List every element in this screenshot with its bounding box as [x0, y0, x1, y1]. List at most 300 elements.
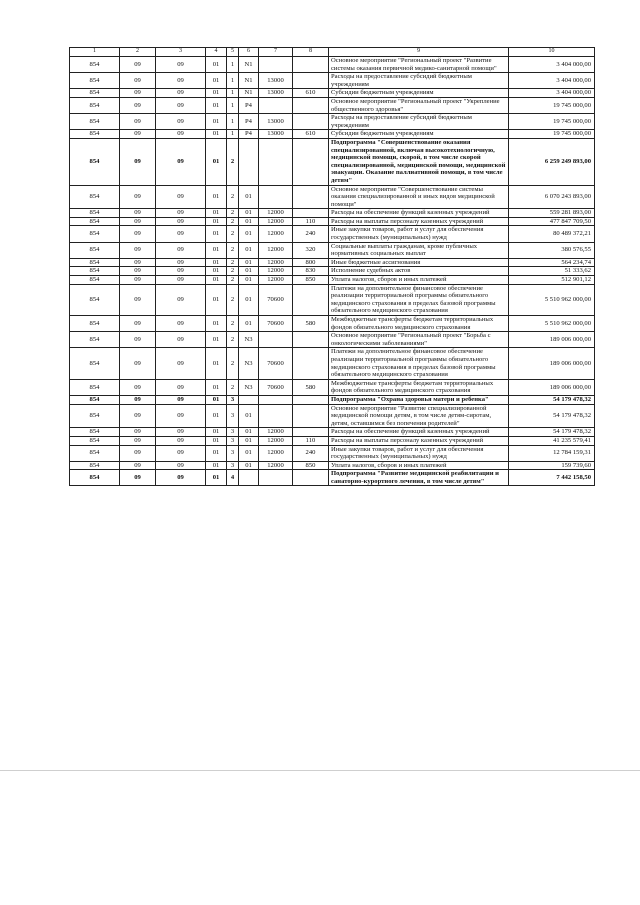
table-row — [70, 348, 595, 379]
code-program-cell: 01 — [206, 73, 227, 89]
code-program-cell: 01 — [206, 57, 227, 73]
code-receiver-cell: 854 — [70, 332, 120, 348]
code-expense-type-cell: 830 — [293, 267, 329, 276]
code-expense-type-cell — [293, 209, 329, 218]
code-direction-cell: 12000 — [259, 461, 293, 470]
item-amount-cell: 189 006 000,00 — [509, 379, 595, 395]
item-amount-cell: 189 006 000,00 — [509, 348, 595, 379]
item-name-cell: Субсидии бюджетным учреждениям — [329, 89, 509, 98]
code-program-cell: 01 — [206, 242, 227, 258]
code-expense-type-cell — [293, 97, 329, 113]
code-direction-cell: 70600 — [259, 379, 293, 395]
table-row — [70, 97, 595, 113]
code-section-cell: 09 — [120, 445, 156, 461]
code-expense-type-cell — [293, 348, 329, 379]
code-subprogram-cell: 2 — [227, 209, 239, 218]
code-subprogram-cell: 4 — [227, 470, 239, 486]
code-section-cell: 09 — [120, 404, 156, 428]
item-name-cell: Основное мероприятие "Региональный проект "Развитие системы оказания первичной медико-санитарной помощи" — [329, 57, 509, 73]
code-expense-type-cell — [293, 428, 329, 437]
code-subprogram-cell: 3 — [227, 461, 239, 470]
code-program-cell: 01 — [206, 130, 227, 139]
code-section-cell: 09 — [120, 461, 156, 470]
table-row — [70, 258, 595, 267]
code-section-cell: 09 — [120, 138, 156, 185]
item-name-cell: Исполнение судебных актов — [329, 267, 509, 276]
code-direction-cell: 13000 — [259, 114, 293, 130]
code-expense-type-cell: 850 — [293, 276, 329, 285]
code-subprogram-cell: 2 — [227, 276, 239, 285]
code-section-cell: 09 — [120, 332, 156, 348]
column-header: 2 — [120, 48, 156, 57]
code-subprogram-cell: 2 — [227, 242, 239, 258]
code-activity-cell: 01 — [239, 217, 259, 226]
code-expense-type-cell — [293, 332, 329, 348]
code-subprogram-cell: 2 — [227, 316, 239, 332]
code-program-cell: 01 — [206, 470, 227, 486]
code-section-cell: 09 — [120, 428, 156, 437]
item-amount-cell: 19 745 000,00 — [509, 114, 595, 130]
table-row — [70, 276, 595, 285]
code-subprogram-cell: 3 — [227, 404, 239, 428]
budget-table — [69, 47, 595, 486]
code-direction-cell: 70600 — [259, 348, 293, 379]
code-section-cell: 09 — [120, 114, 156, 130]
code-section-cell: 09 — [120, 395, 156, 404]
code-subsection-cell: 09 — [156, 267, 206, 276]
code-program-cell: 01 — [206, 97, 227, 113]
item-name-cell: Подпрограмма "Развитие медицинской реабилитации и санаторно-курортного лечения, в том числе детям" — [329, 470, 509, 486]
code-program-cell: 01 — [206, 89, 227, 98]
table-row — [70, 217, 595, 226]
code-subprogram-cell: 1 — [227, 130, 239, 139]
code-expense-type-cell: 240 — [293, 226, 329, 242]
code-activity-cell: N1 — [239, 89, 259, 98]
code-program-cell: 01 — [206, 445, 227, 461]
code-program-cell: 01 — [206, 428, 227, 437]
item-amount-cell: 19 745 000,00 — [509, 130, 595, 139]
code-activity-cell: 01 — [239, 242, 259, 258]
item-name-cell: Расходы на обеспечение функций казенных учреждений — [329, 209, 509, 218]
code-subprogram-cell: 2 — [227, 379, 239, 395]
code-receiver-cell: 854 — [70, 348, 120, 379]
code-subprogram-cell: 2 — [227, 138, 239, 185]
table-row — [70, 395, 595, 404]
code-subprogram-cell: 1 — [227, 73, 239, 89]
item-name-cell: Основное мероприятие "Региональный проект "Укрепление общественного здоровья" — [329, 97, 509, 113]
code-subsection-cell: 09 — [156, 114, 206, 130]
code-expense-type-cell: 110 — [293, 217, 329, 226]
item-name-cell: Подпрограмма "Охрана здоровья матери и ребенка" — [329, 395, 509, 404]
code-activity-cell: P4 — [239, 114, 259, 130]
code-section-cell: 09 — [120, 379, 156, 395]
item-name-cell: Основное мероприятие "Развитие специализированной медицинской помощи детям, в том числе детям-сиротам, детям, оставшимся без попечения родителей" — [329, 404, 509, 428]
code-activity-cell: 01 — [239, 258, 259, 267]
code-receiver-cell: 854 — [70, 209, 120, 218]
code-subprogram-cell: 2 — [227, 348, 239, 379]
code-expense-type-cell — [293, 284, 329, 315]
column-header: 6 — [239, 48, 259, 57]
item-name-cell: Межбюджетные трансферты бюджетам территориальных фондов обязательного медицинского страхования — [329, 379, 509, 395]
table-row — [70, 284, 595, 315]
code-activity-cell: 01 — [239, 404, 259, 428]
code-program-cell: 01 — [206, 226, 227, 242]
code-program-cell: 01 — [206, 348, 227, 379]
item-amount-cell: 564 234,74 — [509, 258, 595, 267]
code-expense-type-cell — [293, 138, 329, 185]
code-subprogram-cell: 3 — [227, 395, 239, 404]
code-program-cell: 01 — [206, 316, 227, 332]
table-row — [70, 242, 595, 258]
item-name-cell: Уплата налогов, сборов и иных платежей — [329, 461, 509, 470]
code-section-cell: 09 — [120, 284, 156, 315]
code-receiver-cell: 854 — [70, 114, 120, 130]
code-expense-type-cell — [293, 73, 329, 89]
item-amount-cell: 512 901,12 — [509, 276, 595, 285]
column-header: 9 — [329, 48, 509, 57]
code-activity-cell: N3 — [239, 348, 259, 379]
code-direction-cell: 70600 — [259, 316, 293, 332]
item-name-cell: Платежи на дополнительное финансовое обеспечение реализации территориальной программы обязательного медицинского страхования в пределах базовой программы обязательного медицинского страхования — [329, 284, 509, 315]
item-name-cell: Расходы на предоставление субсидий бюджетным учреждениям — [329, 114, 509, 130]
code-expense-type-cell — [293, 470, 329, 486]
table-row — [70, 185, 595, 209]
column-header: 3 — [156, 48, 206, 57]
code-program-cell: 01 — [206, 379, 227, 395]
code-activity-cell: 01 — [239, 445, 259, 461]
code-direction-cell: 12000 — [259, 445, 293, 461]
item-name-cell: Субсидии бюджетным учреждениям — [329, 130, 509, 139]
code-receiver-cell: 854 — [70, 267, 120, 276]
code-subprogram-cell: 1 — [227, 89, 239, 98]
code-subsection-cell: 09 — [156, 130, 206, 139]
code-subsection-cell: 09 — [156, 428, 206, 437]
code-activity-cell: P4 — [239, 130, 259, 139]
code-expense-type-cell — [293, 114, 329, 130]
item-amount-cell: 477 847 709,50 — [509, 217, 595, 226]
code-subprogram-cell: 2 — [227, 185, 239, 209]
code-subsection-cell: 09 — [156, 258, 206, 267]
code-subprogram-cell: 2 — [227, 284, 239, 315]
item-amount-cell: 3 404 000,00 — [509, 57, 595, 73]
code-activity-cell: 01 — [239, 436, 259, 445]
code-direction-cell: 12000 — [259, 276, 293, 285]
code-program-cell: 01 — [206, 276, 227, 285]
item-name-cell: Подпрограмма "Совершенствование оказания специализированной, включая высокотехнологичную, медицинской помощи, скорой, в том числе скорой специализированной, медицинской помощи, медицинской эвакуации. Оказание паллиативной помощи, в том числе детям" — [329, 138, 509, 185]
table-row — [70, 57, 595, 73]
table-row — [70, 436, 595, 445]
table-row — [70, 379, 595, 395]
item-name-cell: Иные закупки товаров, работ и услуг для обеспечения государственных (муниципальных) нужд — [329, 445, 509, 461]
code-activity-cell: N1 — [239, 57, 259, 73]
code-program-cell: 01 — [206, 461, 227, 470]
code-subsection-cell: 09 — [156, 332, 206, 348]
code-subsection-cell: 09 — [156, 89, 206, 98]
code-program-cell: 01 — [206, 114, 227, 130]
code-receiver-cell: 854 — [70, 226, 120, 242]
code-receiver-cell: 854 — [70, 436, 120, 445]
code-subprogram-cell: 2 — [227, 267, 239, 276]
code-subprogram-cell: 2 — [227, 258, 239, 267]
table-row — [70, 209, 595, 218]
code-program-cell: 01 — [206, 332, 227, 348]
code-program-cell: 01 — [206, 284, 227, 315]
item-amount-cell: 5 510 962 000,00 — [509, 284, 595, 315]
code-program-cell: 01 — [206, 404, 227, 428]
code-program-cell: 01 — [206, 138, 227, 185]
code-direction-cell — [259, 395, 293, 404]
code-direction-cell: 13000 — [259, 89, 293, 98]
code-expense-type-cell — [293, 185, 329, 209]
code-activity-cell — [239, 395, 259, 404]
code-direction-cell — [259, 470, 293, 486]
code-subsection-cell: 09 — [156, 461, 206, 470]
table-row — [70, 89, 595, 98]
item-amount-cell: 159 739,60 — [509, 461, 595, 470]
code-subprogram-cell: 3 — [227, 445, 239, 461]
code-receiver-cell: 854 — [70, 316, 120, 332]
code-section-cell: 09 — [120, 436, 156, 445]
code-expense-type-cell: 580 — [293, 379, 329, 395]
code-receiver-cell: 854 — [70, 379, 120, 395]
code-activity-cell: N3 — [239, 332, 259, 348]
code-direction-cell — [259, 57, 293, 73]
code-program-cell: 01 — [206, 258, 227, 267]
item-name-cell: Расходы на предоставление субсидий бюджетным учреждениям — [329, 73, 509, 89]
code-subprogram-cell: 3 — [227, 436, 239, 445]
code-expense-type-cell — [293, 57, 329, 73]
item-name-cell: Межбюджетные трансферты бюджетам территориальных фондов обязательного медицинского страхования — [329, 316, 509, 332]
item-name-cell: Платежи на дополнительное финансовое обеспечение реализации территориальной программы обязательного медицинского страхования в пределах базовой программы обязательного медицинского страхования — [329, 348, 509, 379]
code-direction-cell: 12000 — [259, 436, 293, 445]
code-subsection-cell: 09 — [156, 209, 206, 218]
code-activity-cell: N3 — [239, 379, 259, 395]
item-amount-cell: 6 259 249 893,00 — [509, 138, 595, 185]
code-section-cell: 09 — [120, 348, 156, 379]
code-activity-cell: 01 — [239, 284, 259, 315]
table-row — [70, 114, 595, 130]
item-amount-cell: 380 576,55 — [509, 242, 595, 258]
code-section-cell: 09 — [120, 209, 156, 218]
code-expense-type-cell: 320 — [293, 242, 329, 258]
code-subprogram-cell: 2 — [227, 332, 239, 348]
code-expense-type-cell: 240 — [293, 445, 329, 461]
code-section-cell: 09 — [120, 316, 156, 332]
item-amount-cell: 5 510 962 000,00 — [509, 316, 595, 332]
code-direction-cell: 13000 — [259, 130, 293, 139]
code-section-cell: 09 — [120, 242, 156, 258]
item-amount-cell: 54 179 478,32 — [509, 395, 595, 404]
table-row — [70, 404, 595, 428]
code-direction-cell — [259, 138, 293, 185]
column-header: 1 — [70, 48, 120, 57]
code-receiver-cell: 854 — [70, 276, 120, 285]
code-subsection-cell: 09 — [156, 138, 206, 185]
code-section-cell: 09 — [120, 226, 156, 242]
code-section-cell: 09 — [120, 57, 156, 73]
code-subprogram-cell: 1 — [227, 57, 239, 73]
code-subsection-cell: 09 — [156, 73, 206, 89]
item-name-cell: Основное мероприятие "Региональный проект "Борьба с онкологическими заболеваниями" — [329, 332, 509, 348]
code-section-cell: 09 — [120, 258, 156, 267]
code-direction-cell: 13000 — [259, 73, 293, 89]
code-expense-type-cell — [293, 395, 329, 404]
code-receiver-cell: 854 — [70, 428, 120, 437]
code-direction-cell: 12000 — [259, 258, 293, 267]
code-subsection-cell: 09 — [156, 404, 206, 428]
code-subprogram-cell: 3 — [227, 428, 239, 437]
code-section-cell: 09 — [120, 185, 156, 209]
item-amount-cell: 80 489 372,21 — [509, 226, 595, 242]
code-expense-type-cell: 110 — [293, 436, 329, 445]
column-header: 5 — [227, 48, 239, 57]
code-subsection-cell: 09 — [156, 470, 206, 486]
code-activity-cell — [239, 470, 259, 486]
table-row — [70, 332, 595, 348]
item-name-cell: Уплата налогов, сборов и иных платежей — [329, 276, 509, 285]
code-subsection-cell: 09 — [156, 57, 206, 73]
code-program-cell: 01 — [206, 436, 227, 445]
code-subprogram-cell: 2 — [227, 226, 239, 242]
item-name-cell: Иные бюджетные ассигнования — [329, 258, 509, 267]
code-program-cell: 01 — [206, 217, 227, 226]
code-subsection-cell: 09 — [156, 226, 206, 242]
table-row — [70, 130, 595, 139]
code-receiver-cell: 854 — [70, 57, 120, 73]
code-receiver-cell: 854 — [70, 242, 120, 258]
code-direction-cell: 12000 — [259, 217, 293, 226]
column-header: 7 — [259, 48, 293, 57]
code-activity-cell: 01 — [239, 185, 259, 209]
code-activity-cell: P4 — [239, 97, 259, 113]
code-direction-cell: 12000 — [259, 242, 293, 258]
code-program-cell: 01 — [206, 185, 227, 209]
code-subsection-cell: 09 — [156, 284, 206, 315]
code-activity-cell: 01 — [239, 276, 259, 285]
code-activity-cell: 01 — [239, 209, 259, 218]
code-activity-cell: 01 — [239, 316, 259, 332]
code-subsection-cell: 09 — [156, 242, 206, 258]
item-name-cell: Основное мероприятие "Совершенствование системы оказания специализированной и иных видов медицинской помощи" — [329, 185, 509, 209]
item-amount-cell: 6 070 243 893,00 — [509, 185, 595, 209]
item-amount-cell: 41 235 579,41 — [509, 436, 595, 445]
code-expense-type-cell: 610 — [293, 89, 329, 98]
code-receiver-cell: 854 — [70, 89, 120, 98]
code-subsection-cell: 09 — [156, 436, 206, 445]
column-header: 10 — [509, 48, 595, 57]
code-receiver-cell: 854 — [70, 258, 120, 267]
code-direction-cell — [259, 404, 293, 428]
item-amount-cell: 51 333,62 — [509, 267, 595, 276]
code-receiver-cell: 854 — [70, 284, 120, 315]
code-program-cell: 01 — [206, 267, 227, 276]
code-receiver-cell: 854 — [70, 395, 120, 404]
table-row — [70, 226, 595, 242]
code-subsection-cell: 09 — [156, 445, 206, 461]
code-subsection-cell: 09 — [156, 217, 206, 226]
item-amount-cell: 12 784 159,31 — [509, 445, 595, 461]
item-amount-cell: 7 442 158,50 — [509, 470, 595, 486]
item-name-cell: Расходы на обеспечение функций казенных учреждений — [329, 428, 509, 437]
code-expense-type-cell: 580 — [293, 316, 329, 332]
code-expense-type-cell — [293, 404, 329, 428]
code-direction-cell — [259, 97, 293, 113]
code-expense-type-cell: 800 — [293, 258, 329, 267]
item-name-cell: Иные закупки товаров, работ и услуг для обеспечения государственных (муниципальных) нужд — [329, 226, 509, 242]
table-row — [70, 445, 595, 461]
table-row — [70, 461, 595, 470]
code-activity-cell — [239, 138, 259, 185]
item-amount-cell: 19 745 000,00 — [509, 97, 595, 113]
item-amount-cell: 3 404 000,00 — [509, 73, 595, 89]
column-header: 4 — [206, 48, 227, 57]
table-row — [70, 73, 595, 89]
code-receiver-cell: 854 — [70, 97, 120, 113]
code-activity-cell: 01 — [239, 428, 259, 437]
code-activity-cell: 01 — [239, 226, 259, 242]
item-amount-cell: 189 006 000,00 — [509, 332, 595, 348]
item-amount-cell: 54 179 478,32 — [509, 428, 595, 437]
code-direction-cell: 12000 — [259, 267, 293, 276]
code-section-cell: 09 — [120, 73, 156, 89]
code-section-cell: 09 — [120, 267, 156, 276]
header-row — [70, 48, 595, 57]
code-direction-cell: 70600 — [259, 284, 293, 315]
code-direction-cell: 12000 — [259, 428, 293, 437]
code-direction-cell — [259, 332, 293, 348]
code-receiver-cell: 854 — [70, 185, 120, 209]
code-section-cell: 09 — [120, 470, 156, 486]
code-direction-cell: 12000 — [259, 226, 293, 242]
item-amount-cell: 54 179 478,32 — [509, 404, 595, 428]
item-amount-cell: 559 281 893,00 — [509, 209, 595, 218]
table-row — [70, 428, 595, 437]
code-receiver-cell: 854 — [70, 461, 120, 470]
code-receiver-cell: 854 — [70, 130, 120, 139]
code-subsection-cell: 09 — [156, 185, 206, 209]
code-activity-cell: 01 — [239, 267, 259, 276]
table-row — [70, 267, 595, 276]
item-name-cell: Социальные выплаты гражданам, кроме публичных нормативных социальных выплат — [329, 242, 509, 258]
code-subprogram-cell: 1 — [227, 97, 239, 113]
code-expense-type-cell: 610 — [293, 130, 329, 139]
code-subprogram-cell: 2 — [227, 217, 239, 226]
code-activity-cell: N1 — [239, 73, 259, 89]
code-subsection-cell: 09 — [156, 276, 206, 285]
code-expense-type-cell: 850 — [293, 461, 329, 470]
code-section-cell: 09 — [120, 97, 156, 113]
table-row — [70, 138, 595, 185]
code-direction-cell: 12000 — [259, 209, 293, 218]
table-row — [70, 470, 595, 486]
code-section-cell: 09 — [120, 276, 156, 285]
code-direction-cell — [259, 185, 293, 209]
code-receiver-cell: 854 — [70, 404, 120, 428]
column-header: 8 — [293, 48, 329, 57]
item-name-cell: Расходы на выплаты персоналу казенных учреждений — [329, 436, 509, 445]
code-receiver-cell: 854 — [70, 217, 120, 226]
code-subprogram-cell: 1 — [227, 114, 239, 130]
code-receiver-cell: 854 — [70, 138, 120, 185]
code-program-cell: 01 — [206, 209, 227, 218]
code-subsection-cell: 09 — [156, 97, 206, 113]
code-subsection-cell: 09 — [156, 379, 206, 395]
table-body — [70, 57, 595, 486]
code-section-cell: 09 — [120, 89, 156, 98]
code-subsection-cell: 09 — [156, 395, 206, 404]
code-section-cell: 09 — [120, 217, 156, 226]
code-subsection-cell: 09 — [156, 348, 206, 379]
